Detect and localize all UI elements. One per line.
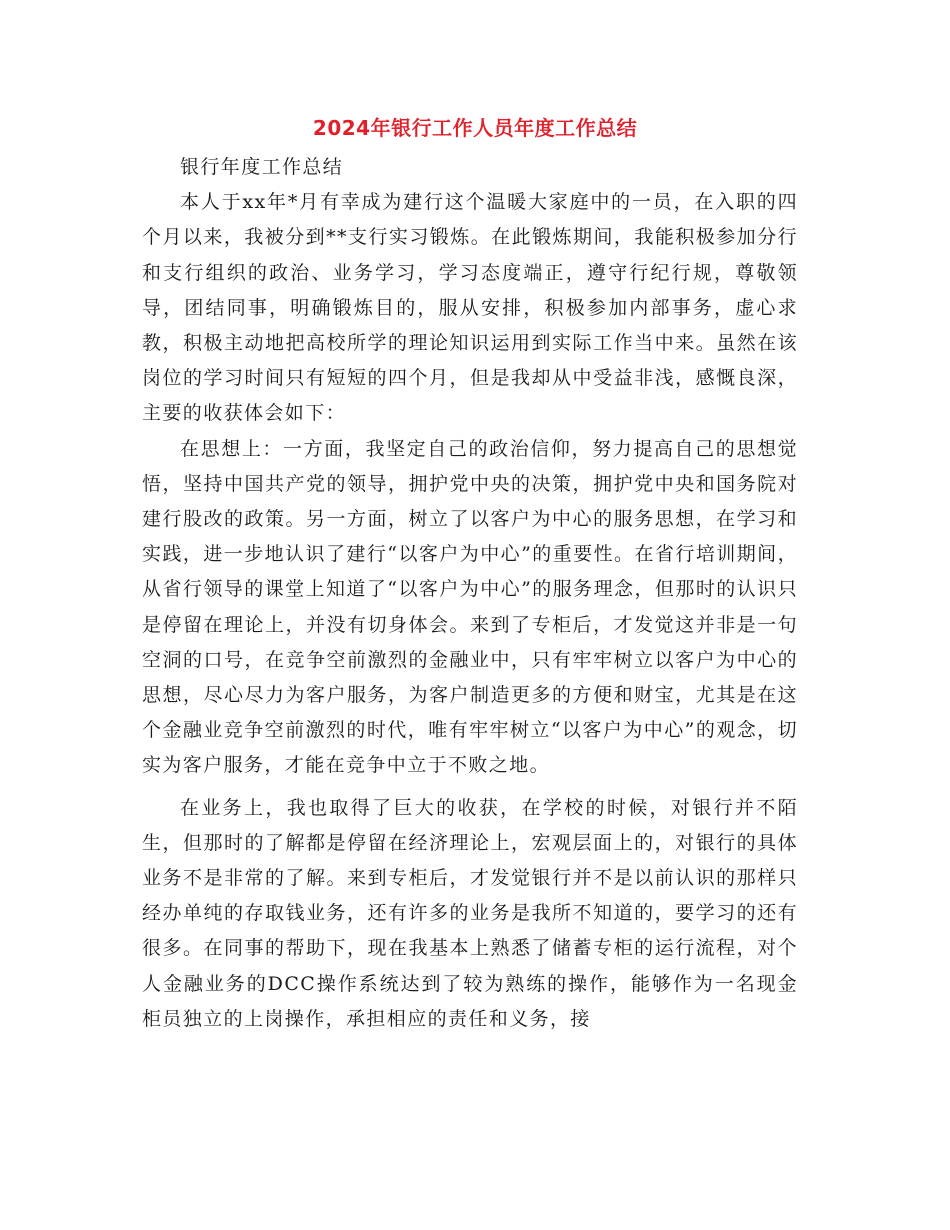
paragraph-business: 在业务上，我也取得了巨大的收获，在学校的时候，对银行并不陌生，但那时的了解都是停留在经济理论上，宏观层面上的，对银行的具体业务不是非常的了解。来到专柜后，才发觉银行并不是以前认识的那样只经办单纯的存取钱业务，还有许多的业务是我所不知道的，要学习的还有很多。在同事的帮助下，现在我基本上熟悉了储蓄专柜的运行流程，对个人金融业务的DCC操作系统达到了较为熟练的操作，能够作为一名现金柜员独立的上岗操作，承担相应的责任和义务，接 [142, 796, 798, 1030]
document-title: 2024年银行工作人员年度工作总结 [312, 116, 638, 140]
document-subtitle: 银行年度工作总结 [180, 156, 344, 178]
paragraph-intro: 本人于xx年*月有幸成为建行这个温暖大家庭中的一员，在入职的四个月以来，我被分到**支行实习锻炼。在此锻炼期间，我能积极参加分行和支行组织的政治、业务学习，学习态度端正，遵守行纪行规，尊敬领导，团结同事，明确锻炼目的，服从安排，积极参加内部事务，虚心求教，积极主动地把高校所学的理论知识运用到实际工作当中来。虽然在该岗位的学习时间只有短短的四个月，但是我却从中受益非浅，感慨良深，主要的收获体会如下： [142, 191, 798, 425]
document-body [142, 150, 798, 1037]
paragraph-thought: 在思想上：一方面，我坚定自己的政治信仰，努力提高自己的思想觉悟，坚持中国共产党的领导，拥护党中央的决策，拥护党中央和国务院对建行股改的政策。另一方面，树立了以客户为中心的服务思想，在学习和实践，进一步地认识了建行“以客户为中心”的重要性。在省行培训期间，从省行领导的课堂上知道了“以客户为中心”的服务理念，但那时的认识只是停留在理论上，并没有切身体会。来到了专柜后，才发觉这并非是一句空洞的口号，在竞争空前激烈的金融业中，只有牢牢树立以客户为中心的思想，尽心尽力为客户服务，为客户制造更多的方便和财宝，尤其是在这个金融业竞争空前激烈的时代，唯有牢牢树立“以客户为中心”的观念，切实为客户服务，才能在竞争中立于不败之地。 [142, 437, 798, 777]
